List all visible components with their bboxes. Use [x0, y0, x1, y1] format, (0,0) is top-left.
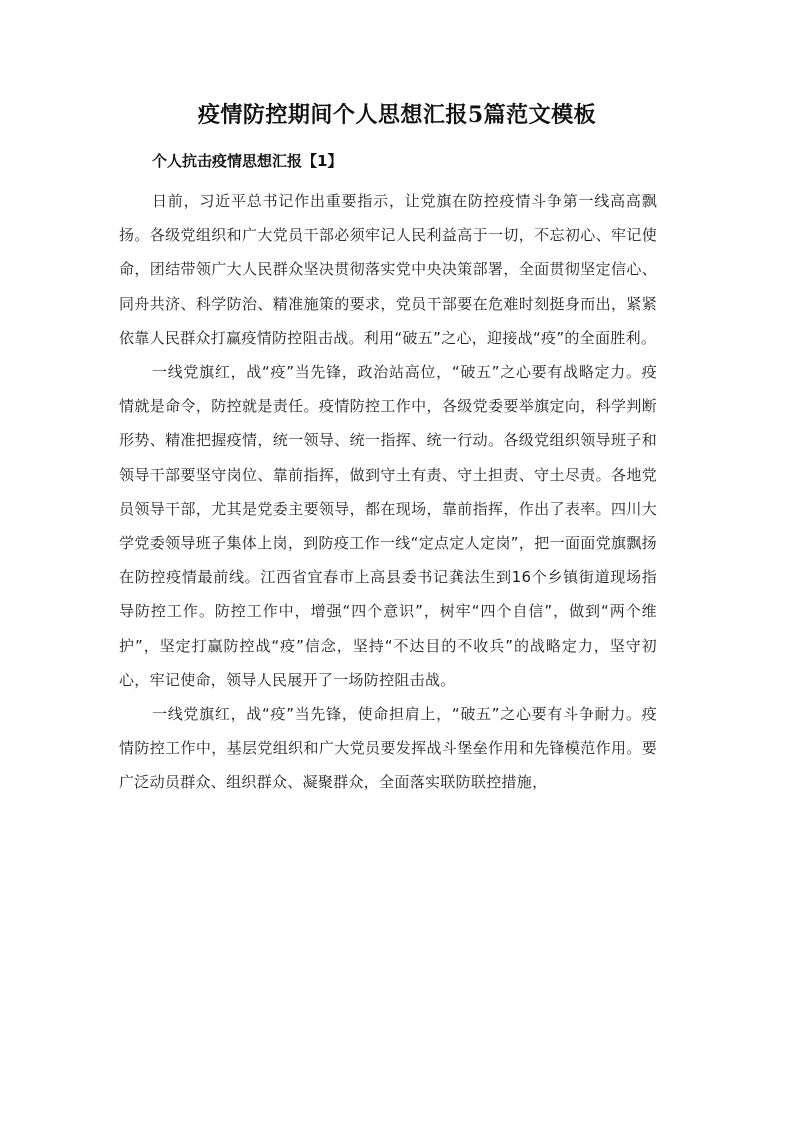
paragraph-2: 一线党旗红，战“疫”当先锋，政治站高位，“破五”之心要有战略定力。疫情就是命令，防控就是责任。疫情防控工作中，各级党委要举旗定向，科学判断形势、精准把握疫情，统一领导、统一指挥、统一行动。各级党组织领导班子和领导干部要坚守岗位、靠前指挥，做到守土有责、守土担责、守土尽责。各地党员领导干部，尤其是党委主要领导，都在现场，靠前指挥，作出了表率。四川大学党委领导班子集体上岗，到防疫工作一线“定点定人定岗”，把一面面党旗飘扬在防控疫情最前线。江西省宜春市上高县委书记龚法生到16个乡镇街道现场指导防控工作。防控工作中，增强“四个意识”，树牢“四个自信”，做到“两个维护”，坚定打赢防控战“疫”信念，坚持“不达目的不收兵”的战略定力，坚守初心，牢记使命，领导人民展开了一场防控阻击战。: [119, 363, 657, 689]
paragraph-3: 一线党旗红，战“疫”当先锋，使命担肩上，“破五”之心要有斗争耐力。疫情防控工作中，基层党组织和广大党员要发挥战斗堡垒作用和先锋模范作用。要广泛动员群众、组织群众、凝聚群众，全面落实联防联控措施，: [119, 705, 657, 792]
paragraph-1: 日前，习近平总书记作出重要指示，让党旗在防控疫情斗争第一线高高飘扬。各级党组织和广大党员干部必须牢记人民利益高于一切，不忘初心、牢记使命，团结带领广大人民群众坚决贯彻落实党中央决策部署，全面贯彻坚定信心、同舟共济、科学防治、精准施策的要求，党员干部要在危难时刻挺身而出，紧紧依靠人民群众打赢疫情防控阻击战。利用“破五”之心，迎接战“疫”的全面胜利。: [119, 192, 657, 347]
section-heading: 个人抗击疫情思想汇报【1】: [152, 152, 343, 170]
document-body: [119, 184, 657, 800]
document-title: 疫情防控期间个人思想汇报5篇范文模板: [197, 102, 597, 128]
